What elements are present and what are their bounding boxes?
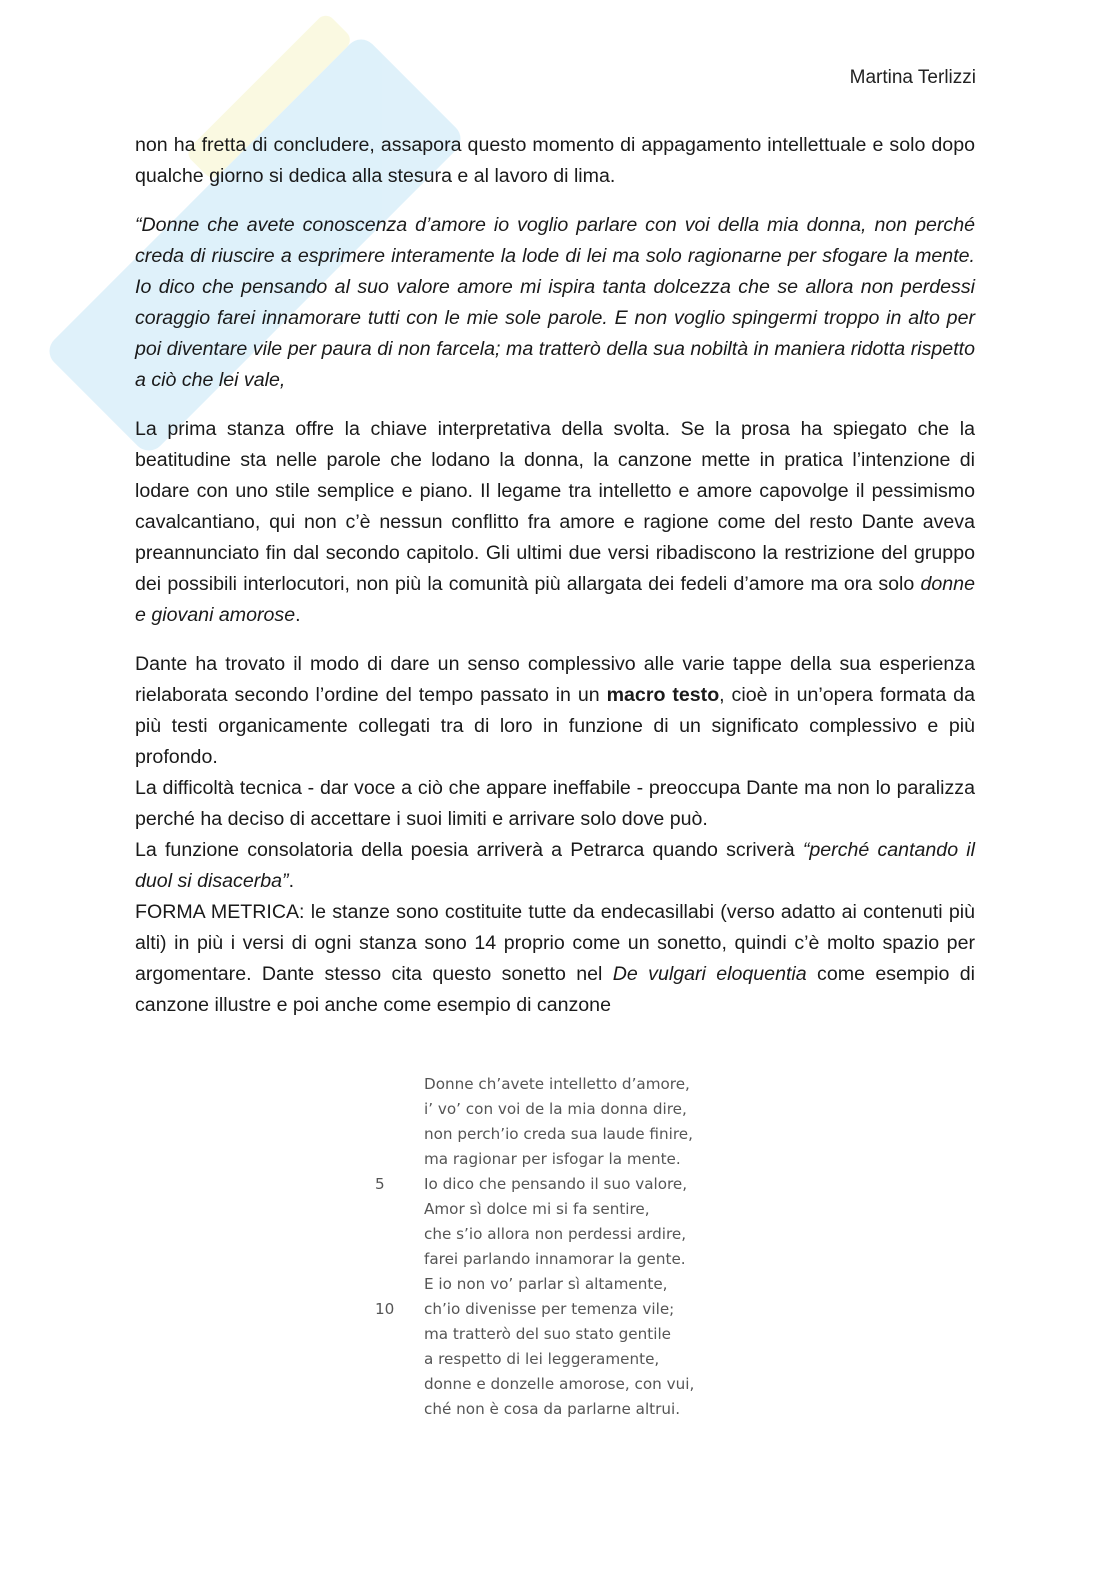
macrotesto-text-a: Dante ha trovato il modo di dare un senso complessivo alle varie tappe della sua esperienza rielaborata secondo l’ordine del tempo passato in un	[135, 653, 975, 706]
poem-verse: Io dico che pensando il suo valore,	[424, 1175, 688, 1193]
poem-verse: donne e donzelle amorose, con vui,	[424, 1375, 695, 1393]
poem-verse: farei parlando innamorar la gente.	[424, 1250, 686, 1268]
poem-verse: a respetto di lei leggeramente,	[424, 1350, 660, 1368]
poem-verse: i’ vo’ con voi de la mia donna dire,	[424, 1100, 687, 1118]
forma-metrica-text: FORMA METRICA: le stanze sono costituite tutte da endecasillabi (verso adatto ai contenuti più alti) in più i versi di ogni stanza sono 14 proprio come un sonetto, quindi c’è molto spazio per argomentare. Dante stesso cita questo sonetto nel	[135, 901, 975, 985]
poem-verse: Donne ch’avete intelletto d’amore,	[424, 1075, 690, 1093]
de-vulgari-title: De vulgari eloquentia	[612, 963, 807, 985]
paragraph-paraphrase: “Donne che avete conoscenza d’amore io voglio parlare con voi della mia donna, non perché creda di riuscire a esprimere interamente la lode di lei ma solo ragionarne per sfogare la mente. Io dico che pensando al suo valore amore mi ispira tanta dolcezza che se allora non perdessi coraggio farei innamorare tutti con le mie sole parole. E non voglio spingermi troppo in alto per poi diventare vile per paura di non farcela; ma tratterò della sua nobiltà in maniera ridotta rispetto a ciò che lei vale,	[135, 214, 975, 391]
analysis-italic: donne e giovani amorose	[135, 573, 975, 626]
page-header-author: Martina Terlizzi	[849, 67, 976, 88]
poem-verse: ch’io divenisse per temenza vile;	[424, 1300, 675, 1318]
poem-verse: ma ragionar per isfogar la mente.	[424, 1150, 681, 1168]
forma-metrica-end: come esempio di canzone illustre e poi anche come esempio di canzone	[135, 963, 975, 1016]
poem-verse: che s’io allora non perdessi ardire,	[424, 1225, 687, 1243]
analysis-end: .	[295, 604, 301, 626]
paragraph-macrotesto	[135, 649, 975, 1021]
poem-verse: Amor sì dolce mi si fa sentire,	[424, 1200, 650, 1218]
poem-line-number: 10	[375, 1300, 395, 1318]
poem-verse: ma tratterò del suo stato gentile	[424, 1325, 672, 1343]
poem-line-number: 5	[375, 1175, 385, 1193]
poem-verse: ché non è cosa da parlarne altrui.	[424, 1400, 681, 1418]
difficolta-text: La difficoltà tecnica - dar voce a ciò che appare ineffabile - preoccupa Dante ma non lo paralizza perché ha deciso di accettare i suoi limiti e arrivare solo dove può.	[135, 777, 975, 830]
petrarca-text: La funzione consolatoria della poesia arriverà a Petrarca quando scriverà	[135, 839, 795, 861]
poem-verse: non perch’io creda sua laude finire,	[424, 1125, 693, 1143]
paragraph-analysis	[135, 414, 975, 631]
petrarca-quote: “perché cantando il duol si disacerba”	[135, 839, 975, 892]
petrarca-end: .	[288, 870, 295, 892]
poem-verse: E io non vo’ parlar sì altamente,	[424, 1275, 668, 1293]
analysis-text: La prima stanza offre la chiave interpretativa della svolta. Se la prosa ha spiegato che la beatitudine sta nelle parole che lodano la donna, la canzone mette in pratica l’intenzione di lodare con uno stile semplice e piano. Il legame tra intelletto e amore capovolge il pessimismo cavalcantiano, qui non c’è nessun conflitto fra amore e ragione come del resto Dante aveva preannunciato fin dal secondo capitolo. Gli ultimi due versi ribadiscono la restrizione del gruppo dei possibili interlocutori, non più la comunità più allargata dei fedeli d’amore ma ora solo	[135, 418, 975, 595]
macrotesto-bold: macro testo	[606, 684, 720, 706]
macrotesto-text-b: , cioè in un’opera formata da più testi organicamente collegati tra di loro in funzione di un significato complessivo e più profondo.	[135, 684, 975, 768]
document-body	[135, 130, 975, 1039]
paragraph-intro: non ha fretta di concludere, assapora questo momento di appagamento intellettuale e solo dopo qualche giorno si dedica alla stesura e al lavoro di lima.	[135, 134, 975, 187]
